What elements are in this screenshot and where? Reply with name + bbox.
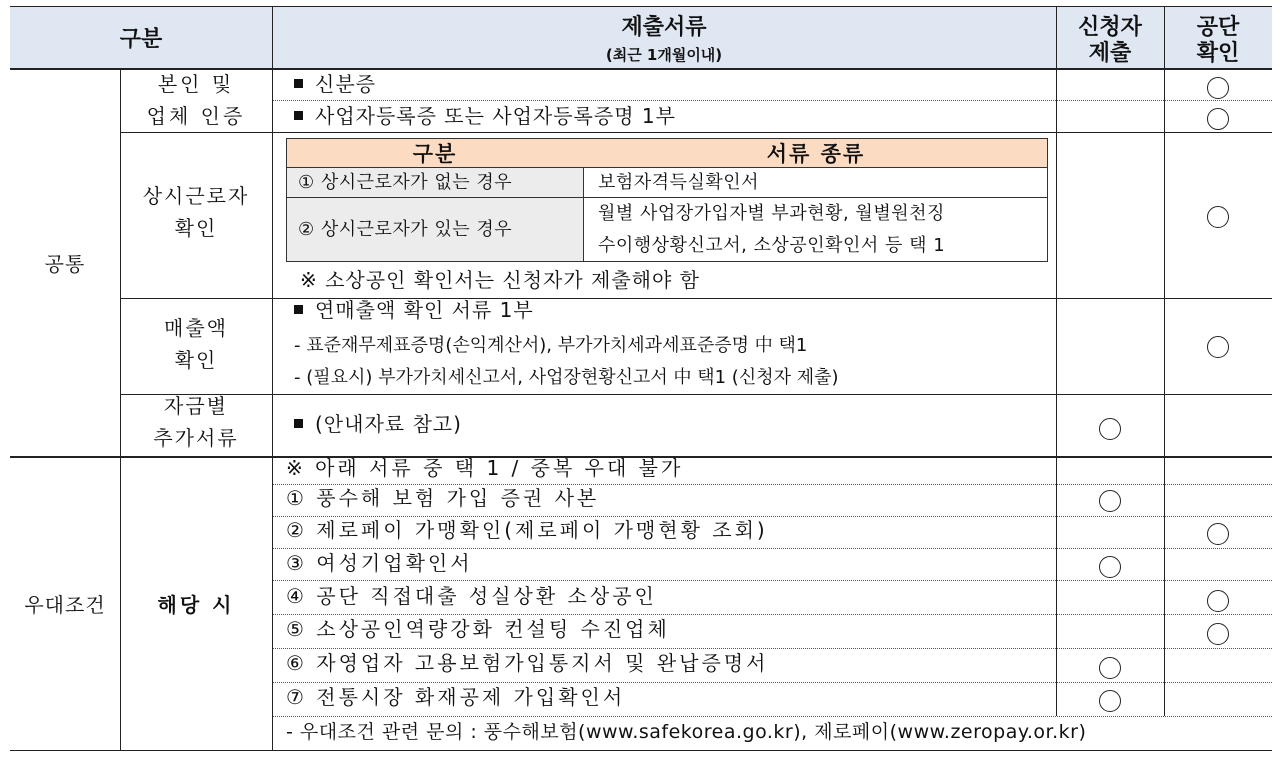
header-agency-line1: 공단 <box>1196 14 1240 40</box>
sales-item-sub2: - (필요시) 부가가치세신고서, 사업장현황신고서 中 택1 (신청자 제출) <box>294 367 839 388</box>
header-docs <box>272 6 1056 68</box>
header-applicant <box>1056 6 1164 68</box>
workers-label: 상시근로자 확인 <box>142 184 250 240</box>
preferential-footer: - 우대조건 관련 문의 : 풍수해보험(www.safekorea.go.kr), 제로페이(www.zeropay.or.kr) <box>286 721 1087 743</box>
inner-row-2-docs-line2: 수이행상황신고서, 소상공인확인서 등 택 1 <box>598 235 946 256</box>
agency-check-mark <box>1207 77 1229 99</box>
applicant-check-mark <box>1099 690 1121 712</box>
preferential-item-7: ⑦ 전통시장 화재공제 가입확인서 <box>286 685 626 709</box>
header-agency <box>1164 6 1272 68</box>
header-docs-title: 제출서류 <box>621 14 707 40</box>
preferential-item-2: ② 제로페이 가맹확인(제로페이 가맹현황 조회) <box>286 518 768 542</box>
identity-item-business-reg: 사업자등록증 또는 사업자등록증명 1부 <box>294 104 676 128</box>
identity-label: 본인 및 업체 인증 <box>146 72 246 128</box>
extra-docs-item: (안내자료 참고) <box>294 412 462 436</box>
preferential-item-6: ⑥ 자영업자 고용보험가입통지서 및 완납증명서 <box>286 651 769 675</box>
applicant-check-mark <box>1099 490 1121 512</box>
group-common-label: 공통 <box>44 251 86 276</box>
preferential-item-5: ⑤ 소상공인역량강화 컨설팅 수진업체 <box>286 617 670 641</box>
agency-check-mark <box>1207 336 1229 358</box>
inner-header-doc-type: 서류 종류 <box>766 142 866 166</box>
workers-note: ※ 소상공인 확인서는 신청자가 제출해야 함 <box>300 268 700 292</box>
applicant-check-mark <box>1099 556 1121 578</box>
preferential-note: ※ 아래 서류 중 택 1 / 중복 우대 불가 <box>286 456 684 480</box>
group-preferential-label: 우대조건 <box>24 592 106 617</box>
header-gubun: 구분 <box>119 26 163 52</box>
agency-check-mark <box>1207 523 1229 545</box>
inner-row-1-case: ① 상시근로자가 없는 경우 <box>298 172 513 193</box>
inner-row-2-case: ② 상시근로자가 있는 경우 <box>298 219 513 240</box>
identity-item-id-card: 신분증 <box>294 72 376 96</box>
sales-item-sub1: - 표준재무제표증명(손익계산서), 부가가치세과세표준증명 中 택1 <box>294 335 808 356</box>
agency-check-mark <box>1207 108 1229 130</box>
header-agency-line2: 확인 <box>1196 40 1240 66</box>
extra-docs-label: 자금별 추가서류 <box>153 394 239 450</box>
inner-row-1-docs: 보험자격득실확인서 <box>598 172 759 193</box>
header-applicant-line1: 신청자 <box>1078 14 1142 40</box>
inner-header-gubun: 구분 <box>412 142 458 166</box>
header-docs-subtitle: (최근 1개월이내) <box>605 45 723 64</box>
agency-check-mark <box>1207 206 1229 228</box>
sales-label: 매출액 확인 <box>164 316 228 372</box>
applicant-check-mark <box>1099 418 1121 440</box>
agency-check-mark <box>1207 590 1229 612</box>
preferential-item-1: ① 풍수해 보험 가입 증권 사본 <box>286 486 600 510</box>
sales-item-main: 연매출액 확인 서류 1부 <box>294 298 534 322</box>
preferential-item-3: ③ 여성기업확인서 <box>286 551 473 575</box>
preferential-item-4: ④ 공단 직접대출 성실상환 소상공인 <box>286 584 657 608</box>
inner-row-2-docs-line1: 월별 사업장가입자별 부과현황, 월별원천징 <box>598 203 945 224</box>
applicant-check-mark <box>1099 657 1121 679</box>
agency-check-mark <box>1207 623 1229 645</box>
preferential-sub-label: 해당 시 <box>157 592 235 617</box>
header-applicant-line2: 제출 <box>1088 40 1132 66</box>
